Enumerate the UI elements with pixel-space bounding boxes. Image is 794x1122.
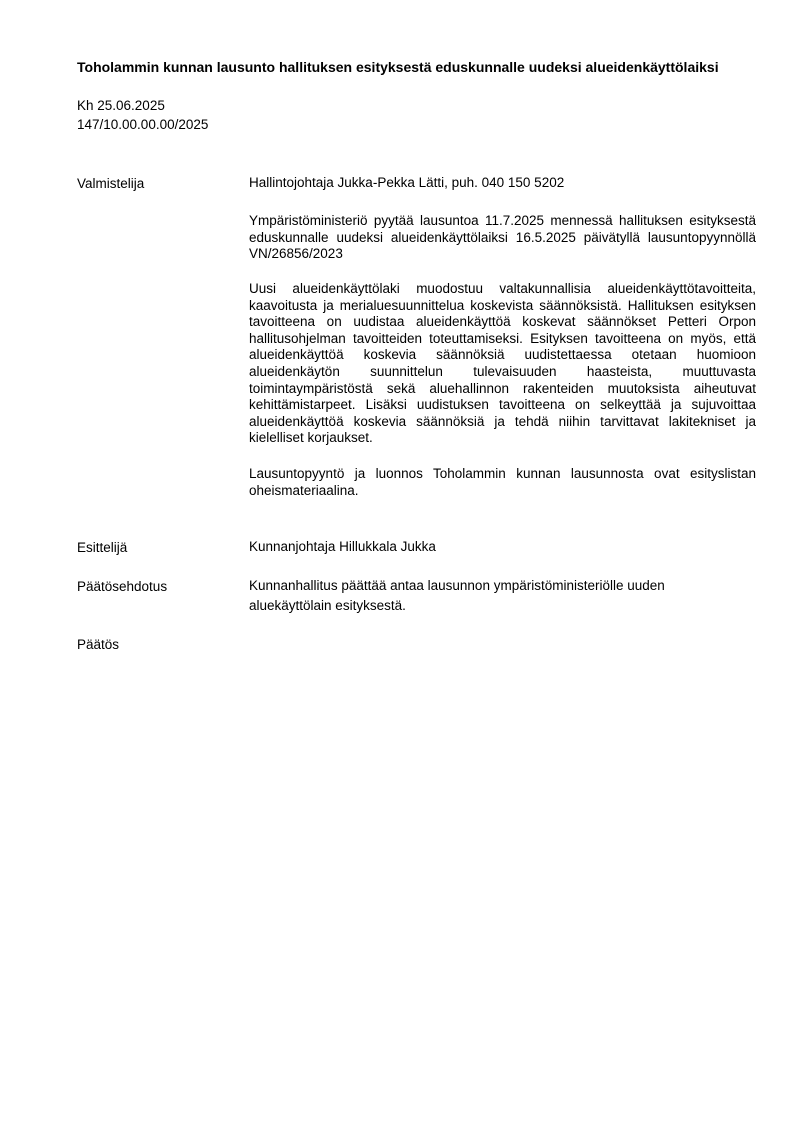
paragraph-text: Ympäristöministeriö pyytää lausuntoa 11.7.2025 mennessä hallituksen esityksestä eduskunnalle uudeksi alueidenkäyttölaiksi 16.5.2025 päivätyllä lausuntopyynnöllä VN/26856/2023 xyxy=(249,213,756,262)
paragraph-text: Lausuntopyyntö ja luonnos Toholammin kunnan lausunnosta ovat esityslistan oheismateriaalina. xyxy=(249,466,756,498)
document-title: Toholammin kunnan lausunto hallituksen esityksestä eduskunnalle uudeksi alueidenkäyttölaiksi xyxy=(77,59,719,75)
paragraph-attachments xyxy=(249,466,756,499)
paatos-label: Päätös xyxy=(77,637,120,652)
valmistelija-label: Valmistelija xyxy=(77,176,145,191)
esittelija-text: Kunnanjohtaja Hillukkala Jukka xyxy=(249,539,436,554)
paatosehdotus-text: Kunnanhallitus päättää antaa lausunnon ympäristöministeriölle uuden aluekäyttölain esityksestä. xyxy=(249,578,665,613)
paatosehdotus-label: Päätösehdotus xyxy=(77,579,168,594)
valmistelija-text: Hallintojohtaja Jukka-Pekka Lätti, puh. 040 150 5202 xyxy=(249,175,565,190)
document-meta xyxy=(77,96,208,134)
paragraph-law-description xyxy=(249,281,756,447)
paatosehdotus-block xyxy=(249,576,756,616)
meeting-date: Kh 25.06.2025 xyxy=(77,98,165,113)
paragraph-request xyxy=(249,213,756,263)
paragraph-text: Uusi alueidenkäyttölaki muodostuu valtakunnallisia alueidenkäyttötavoitteita, kaavoitusta ja merialuesuunnittelua koskevista säännöksistä. Hallituksen esityksen tavoitteena on uudistaa alueidenkäyttöä koskevat säännökset Petteri Orpon hallitusohjelman tavoitteiden toteuttamiseksi. Esityksen tavoitteena on myös, että alueidenkäyttöä koskevia säännöksiä uudistettaessa otetaan huomioon alueidenkäytön suunnittelun tulevaisuuden haasteista, muuttuvasta toimintaympäristöstä sekä aluehallinnon rakenteiden muutoksista aiheutuvat kehittämistarpeet. Lisäksi uudistuksen tavoitteena on selkeyttää ja sujuvoittaa alueidenkäyttöä koskevia säännöksiä ja tehdä niihin tarvittavat lakitekniset ja kielelliset korjaukset. xyxy=(249,281,756,446)
esittelija-label: Esittelijä xyxy=(77,540,128,555)
reference-number: 147/10.00.00.00/2025 xyxy=(77,117,209,132)
